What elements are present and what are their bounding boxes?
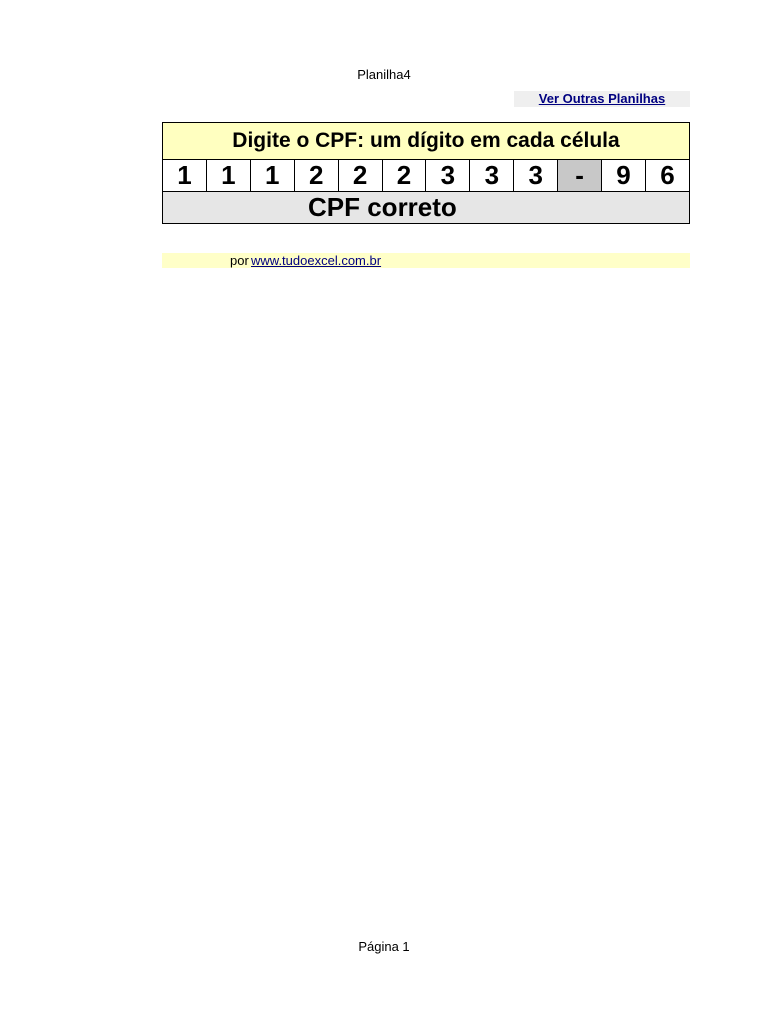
cpf-digit-cell[interactable]: 2	[338, 160, 382, 192]
cpf-input-table	[162, 122, 690, 224]
ver-outras-planilhas-cell	[514, 91, 690, 107]
credit-by-label: por	[230, 253, 249, 268]
page-header-sheet-name: Planilha4	[357, 67, 411, 82]
cpf-digit-cell[interactable]: 2	[382, 160, 426, 192]
cpf-digit-cell[interactable]: 2	[294, 160, 338, 192]
cpf-separator-cell: -	[558, 160, 602, 192]
credit-site-link[interactable]: www.tudoexcel.com.br	[251, 253, 382, 268]
cpf-check-digit-cell[interactable]: 9	[602, 160, 646, 192]
page-footer-number: Página 1	[358, 939, 410, 954]
ver-outras-planilhas-link[interactable]: Ver Outras Planilhas	[538, 91, 666, 106]
cpf-check-digit-cell[interactable]: 6	[645, 160, 689, 192]
cpf-digit-cell[interactable]: 3	[470, 160, 514, 192]
cpf-digit-cell[interactable]: 3	[426, 160, 470, 192]
cpf-digit-cell[interactable]: 1	[206, 160, 250, 192]
cpf-digit-cell[interactable]: 1	[163, 160, 207, 192]
cpf-digits-row	[163, 160, 690, 192]
cpf-digit-cell[interactable]: 3	[514, 160, 558, 192]
cpf-digit-cell[interactable]: 1	[250, 160, 294, 192]
credit-row	[162, 253, 690, 268]
cpf-status: CPF correto	[163, 192, 690, 224]
cpf-status-row	[163, 192, 690, 224]
cpf-title-row	[163, 123, 690, 160]
cpf-title: Digite o CPF: um dígito em cada célula	[163, 123, 690, 160]
